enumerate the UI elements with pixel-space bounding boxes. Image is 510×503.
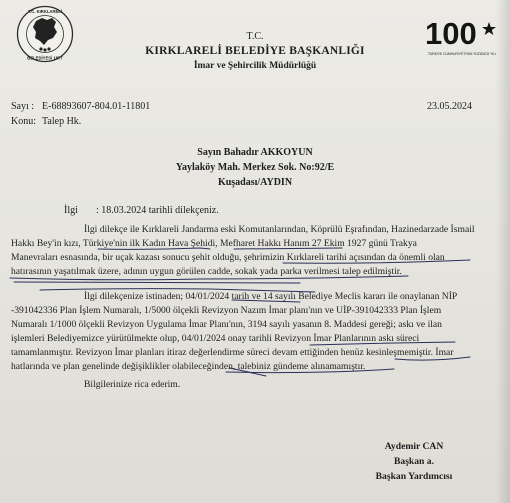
signer-name: Aydemir CAN — [384, 441, 444, 452]
paragraph-1-line: Hakkı Bey'in kızı, Türkiye'nin ilk Kadın Hava Şehidi, Mefharet Hakkı Hanım 27 Ekim 1927 günü Trakya — [11, 238, 417, 249]
paragraph-1-line: İlgi dilekçe ile Kırklareli Jandarma eski Komutanlarından, Köprülü Eşrafından, Hazinedarzade İsmail — [84, 224, 475, 235]
sayi-label: Sayı : — [11, 101, 35, 112]
paragraph-2-line: işlemleri Belediyemizce yürütülmekte olup, 04/01/2024 onay tarihli Revizyon İmar Planlarının askı süreci — [11, 333, 420, 344]
ilgi-label: İlgi — [64, 205, 78, 216]
konu-label: Konu: — [11, 116, 36, 127]
header-tc: T.C. — [246, 31, 264, 42]
paragraph-2-line: -391042336 Plan İşlem Numaralı, 1/5000 ölçekli Revizyon Nazım İmar planı'nın ve UİP-391042333 Plan İşlem — [11, 305, 442, 316]
konu-value: Talep Hk. — [42, 116, 82, 127]
header-department: İmar ve Şehircilik Müdürlüğü — [193, 61, 317, 71]
svg-text:100: 100 — [425, 16, 477, 51]
sayi-value: E-68893607-804.01-11801 — [42, 101, 151, 112]
svg-text:T.C. KIRKLARELİ: T.C. KIRKLARELİ — [28, 9, 62, 14]
paragraph-2-line: İlgi dilekçenize istinaden; 04/01/2024 tarih ve 14 sayılı Belediye Meclis kararı ile onaylanan NİP — [84, 291, 458, 302]
paragraph-2-line: Numaralı 1/1000 ölçekli Revizyon Uygulama İmar Planı'nın, 3194 sayılı yasanın 8. Maddesi gereği; askı ve ilan — [11, 319, 442, 330]
document-date: 23.05.2024 — [427, 101, 472, 112]
paragraph-2-line: hatlarında ve plan genelinde değişiklikler olabileceğinden, talebiniz gündeme alınamamıştır. — [11, 361, 366, 372]
page-edge-shadow — [496, 0, 510, 503]
signer-title-2: Başkan Yardımcısı — [375, 471, 453, 482]
recipient-city: Kuşadası/AYDIN — [217, 177, 293, 188]
svg-text:BELEDİYESİ 1877: BELEDİYESİ 1877 — [27, 55, 63, 61]
closing-line: Bilgilerinize rica ederim. — [84, 379, 181, 390]
paragraph-1-line: hatırasının yaşatılmak üzere, adının uygun görülen cadde, sokak yada parka verilmesi talep edilmiştir. — [11, 266, 402, 277]
signer-title-1: Başkan a. — [394, 456, 434, 467]
paragraph-2-line: tamamlanmıştır. Revizyon İmar planları itiraz değerlendirme süreci devam ettiğinden henüz kesinleşmemiştir. İmar — [11, 347, 454, 358]
header-institution: KIRKLARELİ BELEDİYE BAŞKANLIĞI — [145, 45, 365, 57]
recipient-address: Yaylaköy Mah. Merkez Sok. No:92/E — [175, 162, 335, 173]
recipient-name: Sayın Bahadır AKKOYUN — [197, 147, 313, 158]
ilgi-text: : 18.03.2024 tarihli dilekçeniz. — [96, 205, 219, 216]
svg-text:TÜRKİYE CUMHURİYETİ'NİN YÜZÜNC: TÜRKİYE CUMHURİYETİ'NİN YÜZÜNCÜ YILI — [427, 52, 497, 56]
paragraph-1-line: Manevraları esnasında, bir uçak kazası sonucu şehit olduğu, şehrimizin Kırklareli tarihi açısından da önemli olan — [11, 252, 445, 263]
